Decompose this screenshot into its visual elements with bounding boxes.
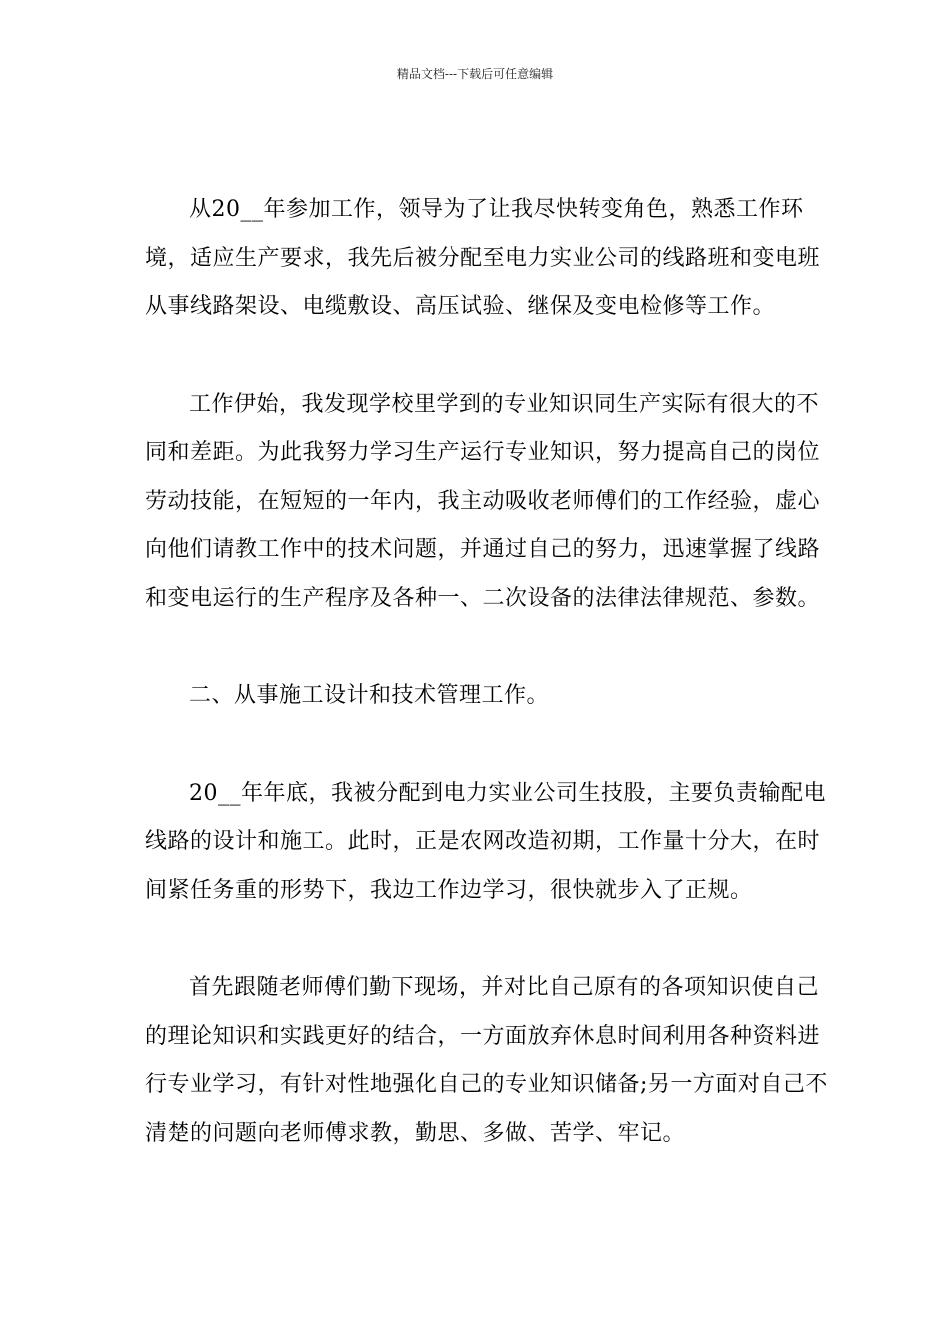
paragraph-4: 首先跟随老师傅们勤下现场，并对比自己原有的各项知识使自己的理论知识和实践更好的结合，一方面放弃休息时间利用各种资料进行专业学习，有针对性地强化自己的专业知识储备;另一方面对自己不清楚的问题向老师傅求教，勤思、多做、苦学、牢记。 (145, 975, 828, 1146)
section-heading: 二、从事施工设计和技术管理工作。 (189, 683, 550, 708)
paragraph-2: 工作伊始，我发现学校里学到的专业知识同生产实际有很大的不同和差距。为此我努力学习生产运行专业知识，努力提高自己的岗位劳动技能，在短短的一年内，我主动吸收老师傅们的工作经验，虚心向他们请教工作中的技术问题，并通过自己的努力，迅速掌握了线路和变电运行的生产程序及各种一、二次设备的法律法律规范、参数。 (145, 391, 821, 611)
paragraph-1: 从20__年参加工作，领导为了让我尽快转变角色，熟悉工作环境，适应生产要求，我先后被分配至电力实业公司的线路班和变电班从事线路架设、电缆敷设、高压试验、继保及变电检修等工作。 (145, 197, 821, 319)
paragraph-spacer (145, 721, 833, 770)
document-body (145, 186, 833, 1158)
paragraph-spacer (145, 332, 833, 381)
page-header: 精品文档---下载后可任意编辑 (396, 67, 554, 81)
paragraph-spacer (145, 915, 833, 964)
paragraph-3: 20__年年底，我被分配到电力实业公司生技股，主要负责输配电线路的设计和施工。此时，正是农网改造初期，工作量十分大，在时间紧任务重的形势下，我边工作边学习，很快就步入了正规。 (145, 780, 826, 903)
paragraph-spacer (145, 623, 833, 672)
